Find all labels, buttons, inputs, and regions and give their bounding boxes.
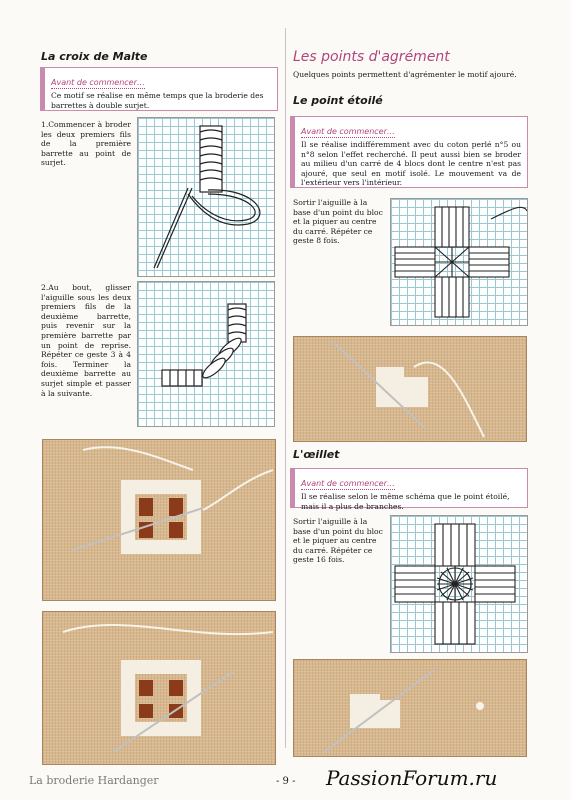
photo-croix-step1 xyxy=(42,439,276,601)
section-title-oeillet: L'œillet xyxy=(293,448,340,461)
diagram-oeillet xyxy=(390,515,528,653)
oeillet-instruction: Sortir l'aiguille à la base d'un point du bloc et le piquer au centre du carré. Répéter ce geste 16 fois. xyxy=(293,517,383,565)
book-title: La broderie Hardanger xyxy=(29,774,159,787)
intro-text: Quelques points permettent d'agrémenter le motif ajouré. xyxy=(293,70,517,79)
photo-etoile xyxy=(293,336,527,442)
before-box-etoile xyxy=(290,116,528,188)
section-title-croix-de-malte: La croix de Malte xyxy=(41,50,148,63)
before-text: Il se réalise selon le même schéma que le point étoilé, mais il a plus de branches. xyxy=(301,492,510,511)
before-text: Il se réalise indifféremment avec du coton perlé n°5 ou n°8 selon l'effet recherché. Il peut aussi bien se broder au milieu d'un carré de 4 blocs dont le centre n'est pas ajouré, que seul en motif isolé. Le mouvement va de l'extérieur vers l'intérieur. xyxy=(301,140,521,188)
before-text: Ce motif se réalise en même temps que la broderie des barrettes à double surjet. xyxy=(51,91,264,110)
before-box-croix xyxy=(40,67,278,111)
step2-text: 2.Au bout, glisser l'aiguille sous les deux premiers fils de la deuxième barrette, puis revenir sur la première barrette par un point de reprise. Répéter ce geste 3 à 4 fois. Terminer la deuxième barrette au surjet simple et passer à la suivante. xyxy=(41,283,131,398)
column-divider xyxy=(285,28,286,748)
star-stitch-diagram xyxy=(391,199,527,325)
watermark-text: PassionForum.ru xyxy=(326,766,498,790)
photo-oeillet xyxy=(293,659,527,757)
section-title-points-agrement: Les points d'agrément xyxy=(293,49,450,65)
embroidery-photo-1 xyxy=(43,440,275,600)
before-label: Avant de commencer… xyxy=(51,78,145,87)
eyelet-stitch-diagram xyxy=(391,516,527,652)
embroidery-photo-oeillet xyxy=(294,660,526,756)
before-label: Avant de commencer… xyxy=(301,479,395,488)
photo-croix-step2 xyxy=(42,611,276,765)
step1-text: 1.Commencer à broder les deux premiers fils de la première barrette au point de surjet. xyxy=(41,120,131,168)
surjet-stitch-diagram xyxy=(138,118,274,276)
before-label: Avant de commencer… xyxy=(301,127,395,136)
page-number: - 9 - xyxy=(276,776,296,787)
before-box-oeillet xyxy=(290,468,528,511)
diagram-step1 xyxy=(137,117,275,277)
embroidery-photo-2 xyxy=(43,612,275,764)
etoile-instruction: Sortir l'aiguille à la base d'un point du bloc et la piquer au centre du carré. Répéter ce geste 8 fois. xyxy=(293,198,383,246)
diagram-step2 xyxy=(137,281,275,427)
reprise-stitch-diagram xyxy=(138,282,274,426)
diagram-etoile xyxy=(390,198,528,326)
section-title-point-etoile: Le point étoilé xyxy=(293,94,383,107)
embroidery-photo-etoile xyxy=(294,337,526,441)
